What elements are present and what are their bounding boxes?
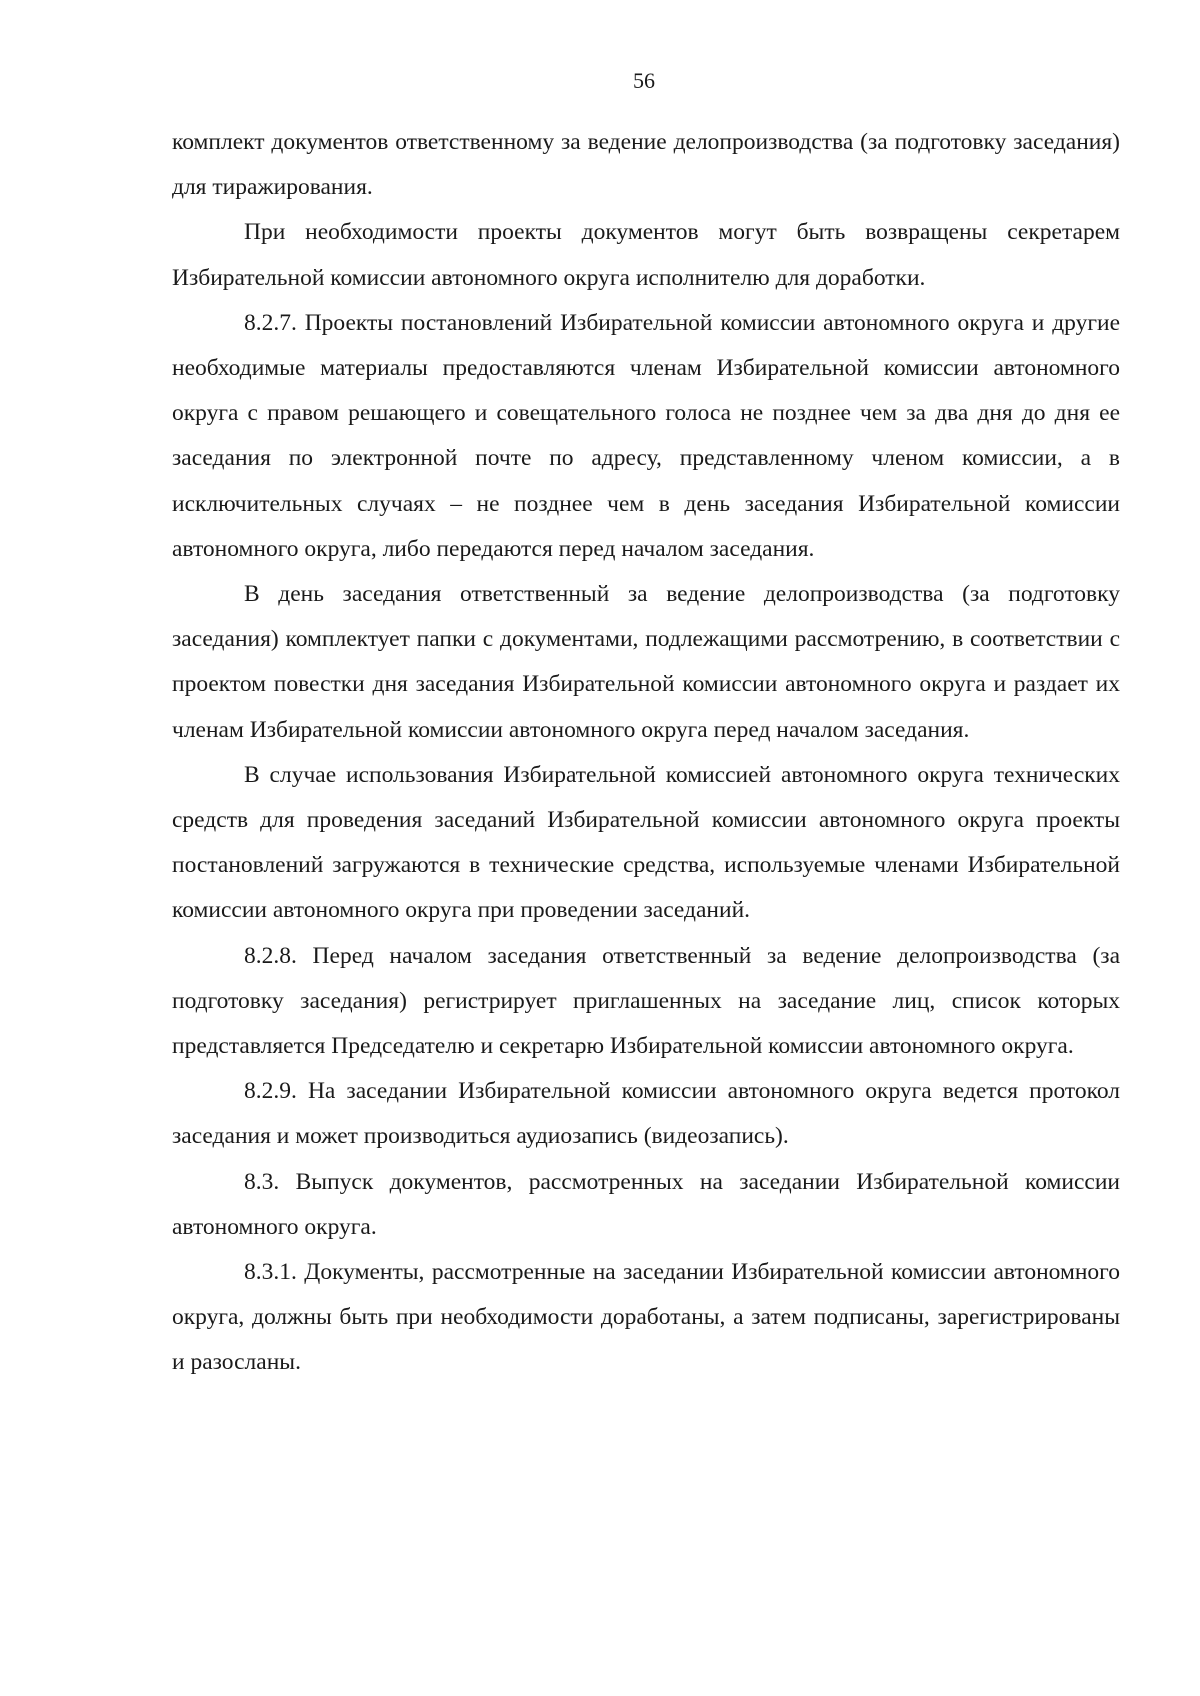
paragraph: комплект документов ответственному за ведение делопроизводства (за подготовку заседания) для тиражирования. <box>172 129 1120 201</box>
paragraph: При необходимости проекты документов могут быть возвращены секретарем Избирательной комиссии автономного округа исполнителю для доработки. <box>172 219 1120 291</box>
paragraph-section-8-3-1: 8.3.1. Документы, рассмотренные на заседании Избирательной комиссии автономного округа, должны быть при необходимости доработаны, а затем подписаны, зарегистрированы и разосланы. <box>172 1259 1120 1376</box>
paragraph-section-8-2-8: 8.2.8. Перед началом заседания ответственный за ведение делопроизводства (за подготовку заседания) регистрирует приглашенных на заседание лиц, список которых представляется Председателю и секретарю Избирательной комиссии автономного округа. <box>172 942 1120 1060</box>
page-number: 56 <box>633 68 655 93</box>
paragraph: В случае использования Избирательной комиссией автономного округа технических средств для проведения заседаний Избирательной комиссии автономного округа проекты постановлений загружаются в технические средства, используемые членами Избирательной комиссии автономного округа при проведении заседаний. <box>172 761 1120 924</box>
paragraph-section-8-3: 8.3. Выпуск документов, рассмотренных на заседании Избирательной комиссии автономного округа. <box>172 1168 1120 1240</box>
document-body <box>172 120 1120 1386</box>
paragraph: В день заседания ответственный за ведение делопроизводства (за подготовку заседания) комплектует папки с документами, подлежащими рассмотрению, в соответствии с проектом повестки дня заседания Избирательной комиссии автономного округа и раздает их членам Избирательной комиссии автономного округа перед началом заседания. <box>172 581 1120 743</box>
paragraph-section-8-2-9: 8.2.9. На заседании Избирательной комиссии автономного округа ведется протокол заседания и может производиться аудиозапись (видеозапись). <box>172 1078 1120 1150</box>
paragraph-section-8-2-7: 8.2.7. Проекты постановлений Избирательной комиссии автономного округа и другие необходимые материалы предоставляются членам Избирательной комиссии автономного округа с правом решающего и совещательного голоса не позднее чем за два дня до дня ее заседания по электронной почте по адресу, представленному членом комиссии, а в исключительных случаях – не позднее чем в день заседания Избирательной комиссии автономного округа, либо передаются перед началом заседания. <box>172 309 1120 562</box>
